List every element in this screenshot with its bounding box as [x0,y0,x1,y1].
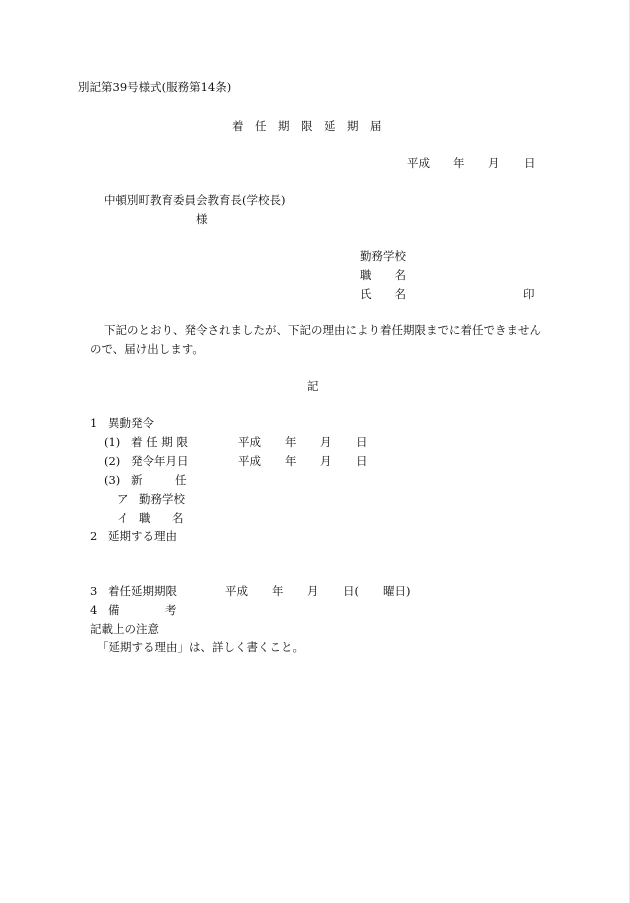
item4-label-b: 考 [165,603,177,617]
item3-era: 平成 [225,584,248,598]
form-number: 別記第39号様式(服務第14条) [78,80,232,94]
item3-year: 年 [272,584,284,598]
sub2-day: 日 [356,454,368,468]
sub3a-label: 勤務学校 [139,492,185,506]
sub1-label: 着 任 期 限 [131,435,188,449]
sub1-era: 平成 [238,435,261,449]
date-month: 月 [488,156,500,170]
sub2-number: (2) [104,454,121,468]
item4-number: 4 [90,603,98,617]
body-text-line-1: 下記のとおり、発令されましたが、下記の理由により着任期限までに着任できません [104,323,541,337]
sub3b-label-a: 職 [139,511,151,525]
sub1-month: 月 [320,435,332,449]
sub1-number: (1) [104,435,121,449]
sub2-year: 年 [285,454,297,468]
body-text-line-2: ので、届け出します。 [90,342,204,356]
item3-weekday: 曜日) [383,584,411,598]
sub2-month: 月 [320,454,332,468]
sub1-year: 年 [285,435,297,449]
sub3-label-b: 任 [175,473,187,487]
sub3-label-a: 新 [131,473,143,487]
item1-number: 1 [90,416,98,430]
item1-label: 異動発令 [108,416,154,430]
item2-number: 2 [90,529,98,543]
item3-day: 日( [343,584,359,598]
sub3b-label-b: 名 [172,511,184,525]
submitter-school-label: 勤務学校 [360,249,406,263]
item3-label: 着任延期期限 [108,584,177,598]
sub3a-letter: ア [117,492,129,506]
sub1-day: 日 [356,435,368,449]
date-day: 日 [524,156,536,170]
seal-mark: 印 [523,287,535,301]
item2-label: 延期する理由 [108,529,177,543]
sub2-label: 発令年月日 [131,454,189,468]
item3-number: 3 [90,584,98,598]
ki-heading: 記 [307,379,319,393]
sub2-era: 平成 [238,454,261,468]
item4-label-a: 備 [108,603,120,617]
submitter-name-label: 氏 名 [360,287,406,301]
date-year: 年 [453,156,465,170]
addressee-name: 中頓別町教育委員会教育長(学校長) [104,193,286,207]
item3-month: 月 [307,584,319,598]
notes-heading: 記載上の注意 [90,622,159,636]
date-era: 平成 [407,156,430,170]
sub3-number: (3) [104,473,121,487]
sub3b-letter: イ [117,511,129,525]
notes-text: 「延期する理由」は、詳しく書くこと。 [97,640,304,654]
document-title: 着 任 期 限 延 期 届 [232,119,382,133]
addressee-honorific: 様 [196,212,208,226]
submitter-position-label: 職 名 [360,268,406,282]
